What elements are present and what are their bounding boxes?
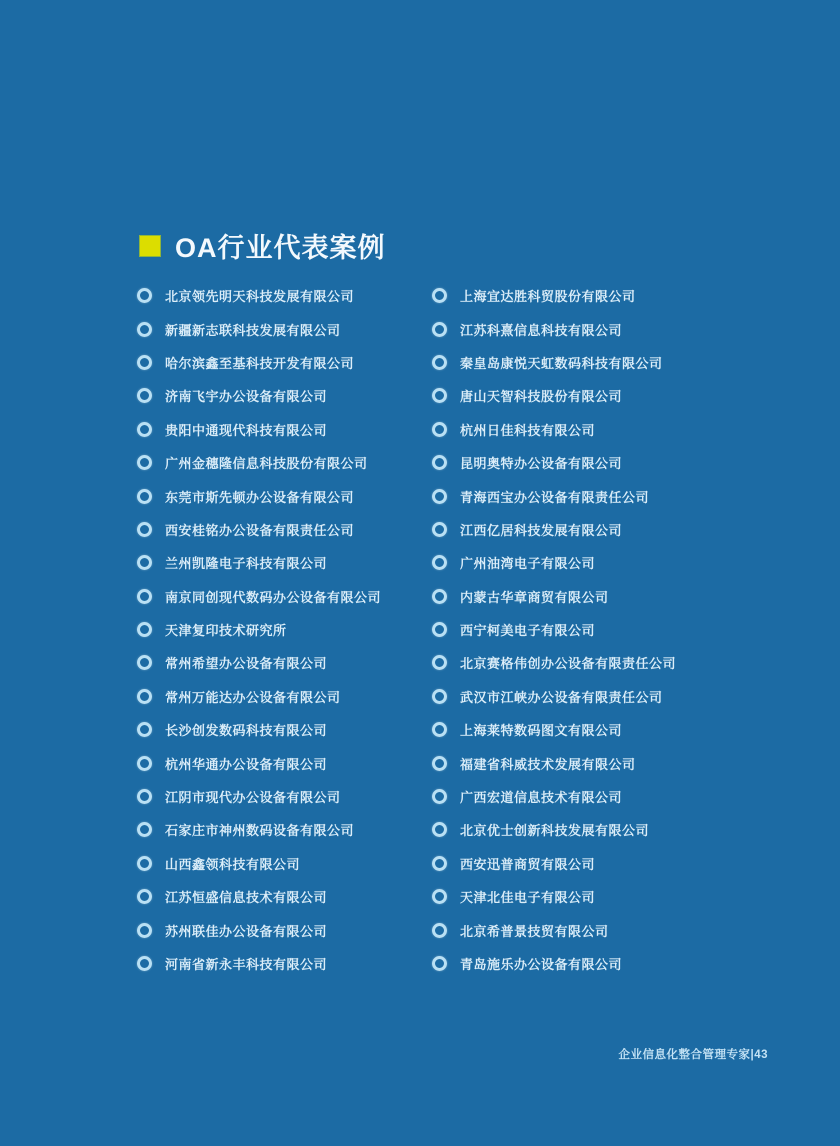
- company-name: 江苏科熹信息科技有限公司: [460, 322, 623, 338]
- circle-bullet-icon: [137, 722, 152, 737]
- list-item: [137, 746, 432, 779]
- company-name: 北京优士创新科技发展有限公司: [460, 823, 650, 839]
- list-item: [137, 312, 432, 345]
- list-item: [432, 913, 727, 946]
- circle-bullet-icon: [137, 856, 152, 871]
- company-name: 常州希望办公设备有限公司: [165, 656, 328, 672]
- company-name: 山西鑫领科技有限公司: [165, 856, 301, 872]
- list-item: [432, 413, 727, 446]
- circle-bullet-icon: [137, 522, 152, 537]
- list-item: [137, 379, 432, 412]
- company-name: 青海西宝办公设备有限责任公司: [460, 489, 650, 505]
- page-footer: 企业信息化整合管理专家|43: [618, 1049, 768, 1061]
- list-item: [432, 713, 727, 746]
- circle-bullet-icon: [432, 522, 447, 537]
- company-name: 杭州日佳科技有限公司: [460, 422, 596, 438]
- list-item: [137, 947, 432, 980]
- list-item: [137, 713, 432, 746]
- list-item: [137, 780, 432, 813]
- circle-bullet-icon: [432, 355, 447, 370]
- circle-bullet-icon: [137, 689, 152, 704]
- company-name: 江阴市现代办公设备有限公司: [165, 790, 341, 806]
- list-item: [137, 413, 432, 446]
- circle-bullet-icon: [137, 322, 152, 337]
- company-name: 唐山天智科技股份有限公司: [460, 389, 623, 405]
- company-name: 青岛施乐办公设备有限公司: [460, 957, 623, 972]
- list-item: [432, 847, 727, 880]
- list-item: [432, 279, 727, 312]
- company-name: 广州油湾电子有限公司: [460, 556, 596, 572]
- company-name: 武汉市江峡办公设备有限责任公司: [460, 689, 663, 705]
- list-item: [432, 813, 727, 846]
- company-list: [137, 279, 727, 980]
- circle-bullet-icon: [137, 555, 152, 570]
- list-item: [137, 613, 432, 646]
- list-item: [137, 546, 432, 579]
- list-item: [137, 646, 432, 679]
- list-item: [432, 580, 727, 613]
- circle-bullet-icon: [137, 489, 152, 504]
- company-name: 上海莱特数码图文有限公司: [460, 723, 623, 739]
- company-column-left: [137, 279, 432, 980]
- list-item: [432, 780, 727, 813]
- circle-bullet-icon: [137, 889, 152, 904]
- circle-bullet-icon: [432, 388, 447, 403]
- list-item: [432, 947, 727, 980]
- company-column-right: [432, 279, 727, 980]
- company-name: 长沙创发数码科技有限公司: [165, 723, 328, 739]
- circle-bullet-icon: [432, 422, 447, 437]
- circle-bullet-icon: [137, 455, 152, 470]
- company-name: 河南省新永丰科技有限公司: [165, 957, 328, 972]
- company-name: 天津北佳电子有限公司: [460, 890, 596, 906]
- company-name: 天津复印技术研究所: [165, 623, 287, 639]
- circle-bullet-icon: [137, 655, 152, 670]
- list-item: [137, 479, 432, 512]
- company-name: 江西亿居科技发展有限公司: [460, 522, 623, 538]
- circle-bullet-icon: [137, 622, 152, 637]
- company-name: 南京同创现代数码办公设备有限公司: [165, 589, 382, 605]
- circle-bullet-icon: [432, 455, 447, 470]
- list-item: [432, 546, 727, 579]
- circle-bullet-icon: [432, 923, 447, 938]
- company-name: 北京赛格伟创办公设备有限责任公司: [460, 656, 677, 672]
- company-name: 石家庄市神州数码设备有限公司: [165, 823, 355, 839]
- list-item: [137, 913, 432, 946]
- circle-bullet-icon: [432, 589, 447, 604]
- company-name: 兰州凯隆电子科技有限公司: [165, 556, 328, 572]
- circle-bullet-icon: [137, 956, 152, 971]
- company-name: 西安迅普商贸有限公司: [460, 856, 596, 872]
- company-name: 新疆新志联科技发展有限公司: [165, 322, 341, 338]
- circle-bullet-icon: [137, 756, 152, 771]
- circle-bullet-icon: [432, 622, 447, 637]
- list-item: [137, 279, 432, 312]
- list-item: [137, 513, 432, 546]
- company-name: 北京领先明天科技发展有限公司: [165, 289, 355, 305]
- company-name: 西宁柯美电子有限公司: [460, 623, 596, 639]
- circle-bullet-icon: [432, 555, 447, 570]
- company-name: 上海宜达胜科贸股份有限公司: [460, 289, 636, 305]
- circle-bullet-icon: [432, 322, 447, 337]
- list-item: [137, 880, 432, 913]
- section-header: [139, 226, 386, 265]
- circle-bullet-icon: [137, 422, 152, 437]
- company-name: 杭州华通办公设备有限公司: [165, 756, 328, 772]
- list-item: [432, 513, 727, 546]
- circle-bullet-icon: [137, 789, 152, 804]
- list-item: [432, 479, 727, 512]
- list-item: [432, 613, 727, 646]
- circle-bullet-icon: [432, 822, 447, 837]
- circle-bullet-icon: [137, 923, 152, 938]
- list-item: [432, 446, 727, 479]
- list-item: [432, 680, 727, 713]
- company-name: 北京希普景技贸有限公司: [460, 923, 609, 939]
- list-item: [137, 346, 432, 379]
- list-item: [432, 312, 727, 345]
- list-item: [432, 379, 727, 412]
- list-item: [137, 446, 432, 479]
- page-title: OA行业代表案例: [175, 233, 386, 263]
- company-name: 济南飞宇办公设备有限公司: [165, 389, 328, 405]
- yellow-square-marker-icon: [139, 235, 161, 257]
- company-name: 江苏恒盛信息技术有限公司: [165, 890, 328, 906]
- circle-bullet-icon: [432, 789, 447, 804]
- company-name: 秦皇岛康悦天虹数码科技有限公司: [460, 355, 663, 371]
- company-name: 福建省科威技术发展有限公司: [460, 756, 636, 772]
- company-name: 贵阳中通现代科技有限公司: [165, 422, 328, 438]
- circle-bullet-icon: [137, 388, 152, 403]
- circle-bullet-icon: [432, 489, 447, 504]
- circle-bullet-icon: [137, 355, 152, 370]
- circle-bullet-icon: [432, 689, 447, 704]
- circle-bullet-icon: [432, 655, 447, 670]
- company-name: 苏州联佳办公设备有限公司: [165, 923, 328, 939]
- circle-bullet-icon: [432, 756, 447, 771]
- company-name: 西安桂铭办公设备有限责任公司: [165, 522, 355, 538]
- list-item: [432, 646, 727, 679]
- circle-bullet-icon: [432, 856, 447, 871]
- list-item: [137, 847, 432, 880]
- list-item: [432, 880, 727, 913]
- company-name: 昆明奥特办公设备有限公司: [460, 456, 623, 472]
- circle-bullet-icon: [137, 822, 152, 837]
- company-name: 常州万能达办公设备有限公司: [165, 689, 341, 705]
- company-name: 哈尔滨鑫至基科技开发有限公司: [165, 355, 355, 371]
- list-item: [137, 580, 432, 613]
- company-name: 广州金穗隆信息科技股份有限公司: [165, 456, 368, 472]
- circle-bullet-icon: [432, 889, 447, 904]
- company-name: 内蒙古华章商贸有限公司: [460, 589, 609, 605]
- circle-bullet-icon: [432, 722, 447, 737]
- list-item: [137, 680, 432, 713]
- circle-bullet-icon: [137, 288, 152, 303]
- list-item: [432, 346, 727, 379]
- circle-bullet-icon: [432, 288, 447, 303]
- company-name: 东莞市斯先顿办公设备有限公司: [165, 489, 355, 505]
- circle-bullet-icon: [137, 589, 152, 604]
- list-item: [137, 813, 432, 846]
- list-item: [432, 746, 727, 779]
- circle-bullet-icon: [432, 956, 447, 971]
- company-name: 广西宏道信息技术有限公司: [460, 790, 623, 806]
